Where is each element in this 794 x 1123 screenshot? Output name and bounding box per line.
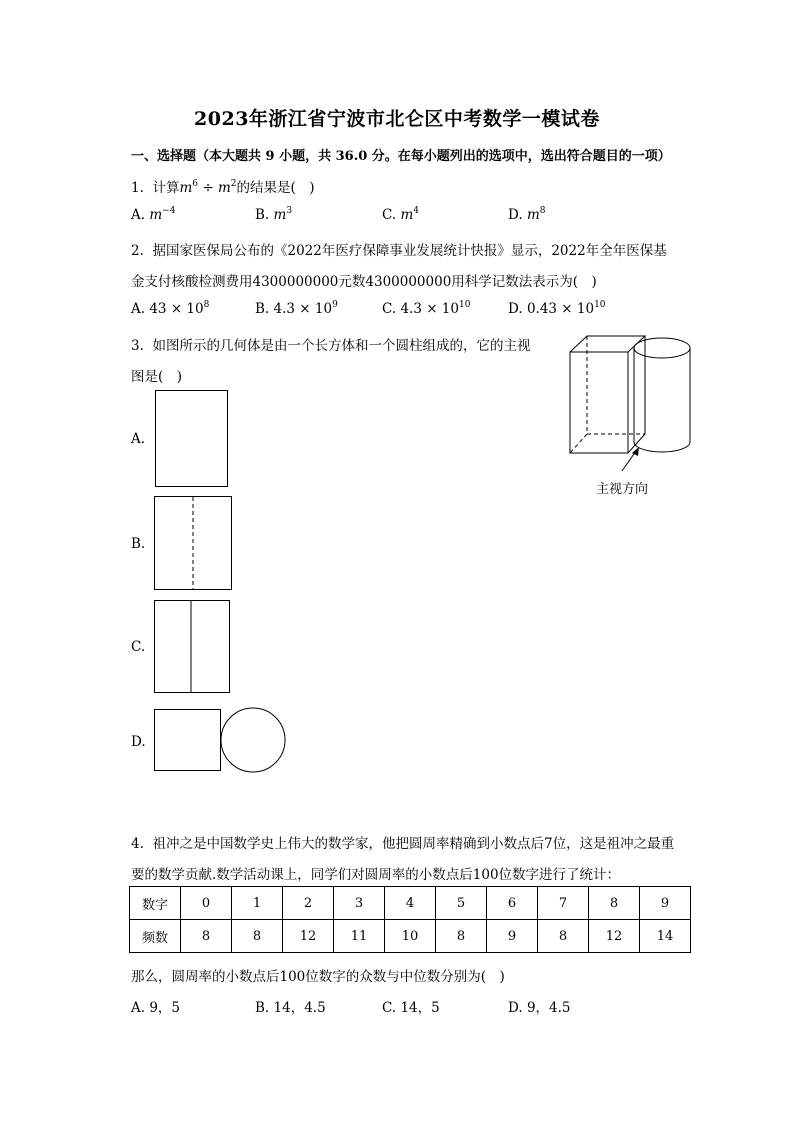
question-number: 1. — [131, 180, 144, 196]
math-exponent: −4 — [162, 206, 176, 216]
option-b[interactable]: B. — [131, 536, 146, 552]
table-cell: 14 — [640, 920, 691, 953]
option-b[interactable] — [255, 301, 338, 317]
solid-figure — [565, 332, 695, 457]
page-title: 2023年浙江省宁波市北仑区中考数学一模试卷 — [194, 108, 600, 130]
question-4-line3: 那么，圆周率的小数点后100位数字的众数与中位数分别为( ) — [131, 969, 505, 985]
table-cell: 0 — [181, 887, 232, 920]
option-d[interactable] — [508, 996, 571, 1016]
option-label: A. — [131, 301, 146, 317]
question-text: 的结果是( ) — [236, 180, 315, 196]
table-cell: 8 — [538, 920, 589, 953]
option-label: D. — [508, 207, 523, 223]
option-label: D. — [508, 301, 523, 317]
question-number: 3. — [131, 338, 144, 354]
option-text: 14，4.5 — [273, 1000, 326, 1016]
table-cell: 9 — [640, 887, 691, 920]
option-label: A. — [131, 1000, 146, 1016]
math-operator: ÷ — [198, 180, 218, 196]
math-base: m — [526, 207, 540, 223]
question-1 — [131, 176, 315, 196]
question-number: 2. — [131, 243, 144, 259]
math-exponent: 6 — [192, 179, 199, 189]
option-c[interactable] — [382, 207, 419, 223]
option-text: 9，4.5 — [526, 1000, 571, 1016]
math-exponent: 3 — [286, 206, 293, 216]
option-label: C. — [382, 207, 397, 223]
option-label: C. — [382, 301, 397, 317]
question-3 — [131, 334, 530, 354]
table-cell: 12 — [589, 920, 640, 953]
question-3-line2: 图是( ) — [131, 369, 183, 385]
table-row — [130, 920, 691, 953]
table-cell: 6 — [487, 887, 538, 920]
table-cell: 12 — [283, 920, 334, 953]
math-base: m — [179, 180, 193, 196]
frequency-table — [129, 886, 691, 953]
option-a[interactable] — [131, 996, 180, 1016]
math-exponent: 9 — [332, 300, 338, 310]
option-a[interactable] — [131, 207, 175, 223]
table-header-cell: 数字 — [130, 887, 181, 920]
math-exponent: 2 — [230, 179, 237, 189]
math-base: m — [149, 207, 163, 223]
question-text: 如图所示的几何体是由一个长方体和一个圆柱组成的，它的主视 — [152, 338, 531, 354]
question-2 — [131, 239, 667, 259]
option-a[interactable]: A. — [131, 431, 146, 447]
option-label: B. — [255, 1000, 270, 1016]
option-c[interactable] — [382, 996, 440, 1016]
table-cell: 3 — [334, 887, 385, 920]
table-header-cell: 频数 — [130, 920, 181, 953]
table-row — [130, 887, 691, 920]
option-a[interactable] — [131, 301, 209, 317]
section-heading: 一、选择题（本大题共 9 小题，共 36.0 分。在每小题列出的选项中，选出符合题目的一项） — [131, 149, 671, 164]
question-text: 据国家医保局公布的《2022年医疗保障事业发展统计快报》显示，2022年全年医保基 — [152, 243, 667, 259]
math-base: 4.3 × 10 — [400, 301, 459, 317]
math-exponent: 8 — [203, 300, 210, 310]
math-base: m — [400, 207, 414, 223]
table-cell: 8 — [436, 920, 487, 953]
figure-label: 主视方向 — [596, 482, 649, 497]
math-base: 0.43 × 10 — [526, 301, 595, 317]
table-cell: 8 — [589, 887, 640, 920]
option-b-figure[interactable] — [154, 496, 234, 592]
option-label: B. — [255, 207, 270, 223]
question-text: 计算 — [152, 180, 180, 196]
option-d-figure[interactable] — [154, 709, 289, 774]
option-label: A. — [131, 207, 146, 223]
math-exponent: 10 — [594, 300, 606, 310]
math-base: 43 × 10 — [149, 301, 204, 317]
math-base: m — [217, 180, 231, 196]
table-cell: 8 — [181, 920, 232, 953]
option-a-figure[interactable] — [155, 390, 230, 490]
option-d[interactable] — [508, 301, 606, 317]
question-2-line2: 金支付核酸检测费用4300000000元数4300000000用科学记数法表示为( ) — [131, 274, 597, 290]
option-label: D. — [508, 1000, 523, 1016]
math-exponent: 10 — [458, 300, 471, 310]
math-exponent: 4 — [413, 206, 419, 216]
option-label: C. — [382, 1000, 397, 1016]
option-b[interactable] — [255, 996, 326, 1016]
question-text: 祖冲之是中国数学史上伟大的数学家，他把圆周率精确到小数点后7位，这是祖冲之最重 — [152, 836, 675, 852]
option-d[interactable]: D. — [131, 734, 146, 750]
question-4 — [131, 832, 674, 852]
table-cell: 1 — [232, 887, 283, 920]
question-number: 4. — [131, 836, 144, 852]
math-exponent: 8 — [539, 206, 546, 216]
table-cell: 8 — [232, 920, 283, 953]
option-text: 14，5 — [400, 1000, 440, 1016]
table-cell: 11 — [334, 920, 385, 953]
table-cell: 5 — [436, 887, 487, 920]
question-4-line2: 要的数学贡献.数学活动课上，同学们对圆周率的小数点后100位数字进行了统计： — [131, 867, 621, 883]
option-d[interactable] — [508, 207, 545, 223]
table-cell: 10 — [385, 920, 436, 953]
option-label: B. — [255, 301, 270, 317]
option-c[interactable] — [382, 301, 470, 317]
option-b[interactable] — [255, 207, 292, 223]
table-cell: 9 — [487, 920, 538, 953]
view-direction-arrow — [618, 445, 648, 475]
option-c[interactable]: C. — [131, 639, 146, 655]
math-base: m — [273, 207, 287, 223]
option-text: 9，5 — [149, 1000, 181, 1016]
math-base: 4.3 × 10 — [273, 301, 333, 317]
table-cell: 7 — [538, 887, 589, 920]
option-c-figure[interactable] — [154, 600, 232, 696]
table-cell: 4 — [385, 887, 436, 920]
table-cell: 2 — [283, 887, 334, 920]
